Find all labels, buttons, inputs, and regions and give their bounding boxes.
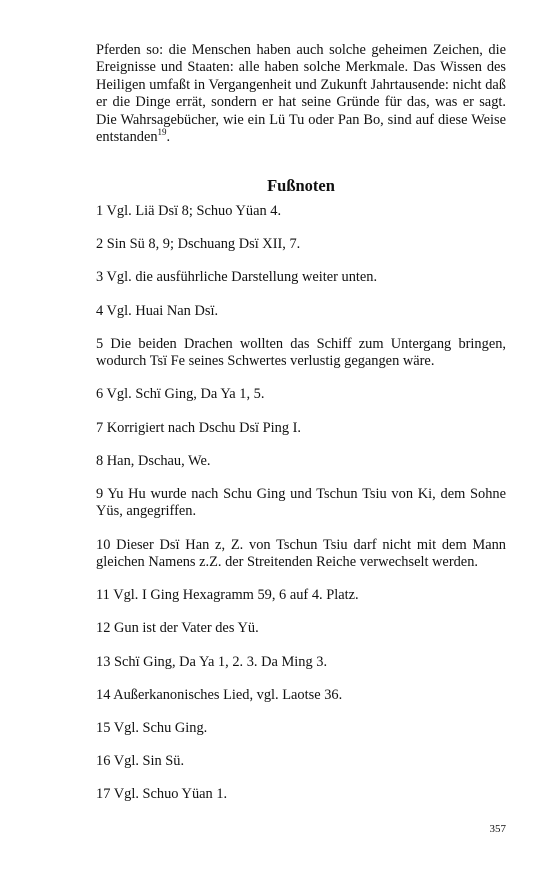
- body-paragraph: [96, 42, 506, 146]
- footnotes-heading: Fußnoten: [267, 176, 335, 195]
- footnote-5: 5 Die beiden Drachen wollten das Schiff zum Untergang bringen, wodurch Tsï Fe seines Schwertes verlustig gegangen wäre.: [96, 335, 506, 370]
- footnote-1: 1 Vgl. Liä Dsï 8; Schuo Yüan 4.: [96, 203, 282, 219]
- footnote-reference[interactable]: 19: [157, 127, 167, 138]
- footnote-3: 3 Vgl. die ausführliche Darstellung weiter unten.: [96, 269, 378, 286]
- footnote-8: 8 Han, Dschau, We.: [96, 452, 211, 469]
- body-text: Pferden so: die Menschen haben auch solche geheimen Zeichen, die Ereignisse und Staaten: alle haben solche Merkmale. Das Wissen des Heiligen umfaßt in Vergangenheit und Zukunft Jahrtausende: nicht daß er die Dinge errät, sondern er hat seine Gründe für das, was er sagt. Die Wahrsagebücher, wie ein Lü Tu oder Pan Bo, sind auf diese Weise entstanden: [96, 42, 506, 146]
- footnote-15: 15 Vgl. Schu Ging.: [96, 720, 208, 737]
- footnote-14: 14 Außerkanonisches Lied, vgl. Laotse 36.: [96, 686, 343, 703]
- footnote-6: 6 Vgl. Schï Ging, Da Ya 1, 5.: [96, 386, 265, 403]
- footnote-12: 12 Gun ist der Vater des Yü.: [96, 620, 259, 637]
- footnote-17: 17 Vgl. Schuo Yüan 1.: [96, 786, 228, 803]
- body-text-end: .: [166, 129, 171, 146]
- footnote-7: 7 Korrigiert nach Dschu Dsï Ping I.: [96, 419, 302, 436]
- footnote-13: 13 Schï Ging, Da Ya 1, 2. 3. Da Ming 3.: [96, 653, 328, 670]
- footnote-9: 9 Yu Hu wurde nach Schu Ging und Tschun Tsiu von Ki, dem Sohne Yüs, angegriffen.: [96, 486, 506, 520]
- page-number: 357: [489, 823, 506, 835]
- footnote-4: 4 Vgl. Huai Nan Dsï.: [96, 302, 219, 319]
- footnote-2: 2 Sin Sü 8, 9; Dschuang Dsï XII, 7.: [96, 236, 301, 253]
- footnote-10: 10 Dieser Dsï Han z, Z. von Tschun Tsiu darf nicht mit dem Mann gleichen Namens z.Z. der Streitenden Reiche verwechselt werden.: [96, 536, 506, 571]
- footnote-16: 16 Vgl. Sin Sü.: [96, 753, 185, 770]
- footnote-list: [96, 203, 506, 820]
- footnote-11: 11 Vgl. I Ging Hexagramm 59, 6 auf 4. Platz.: [96, 587, 359, 604]
